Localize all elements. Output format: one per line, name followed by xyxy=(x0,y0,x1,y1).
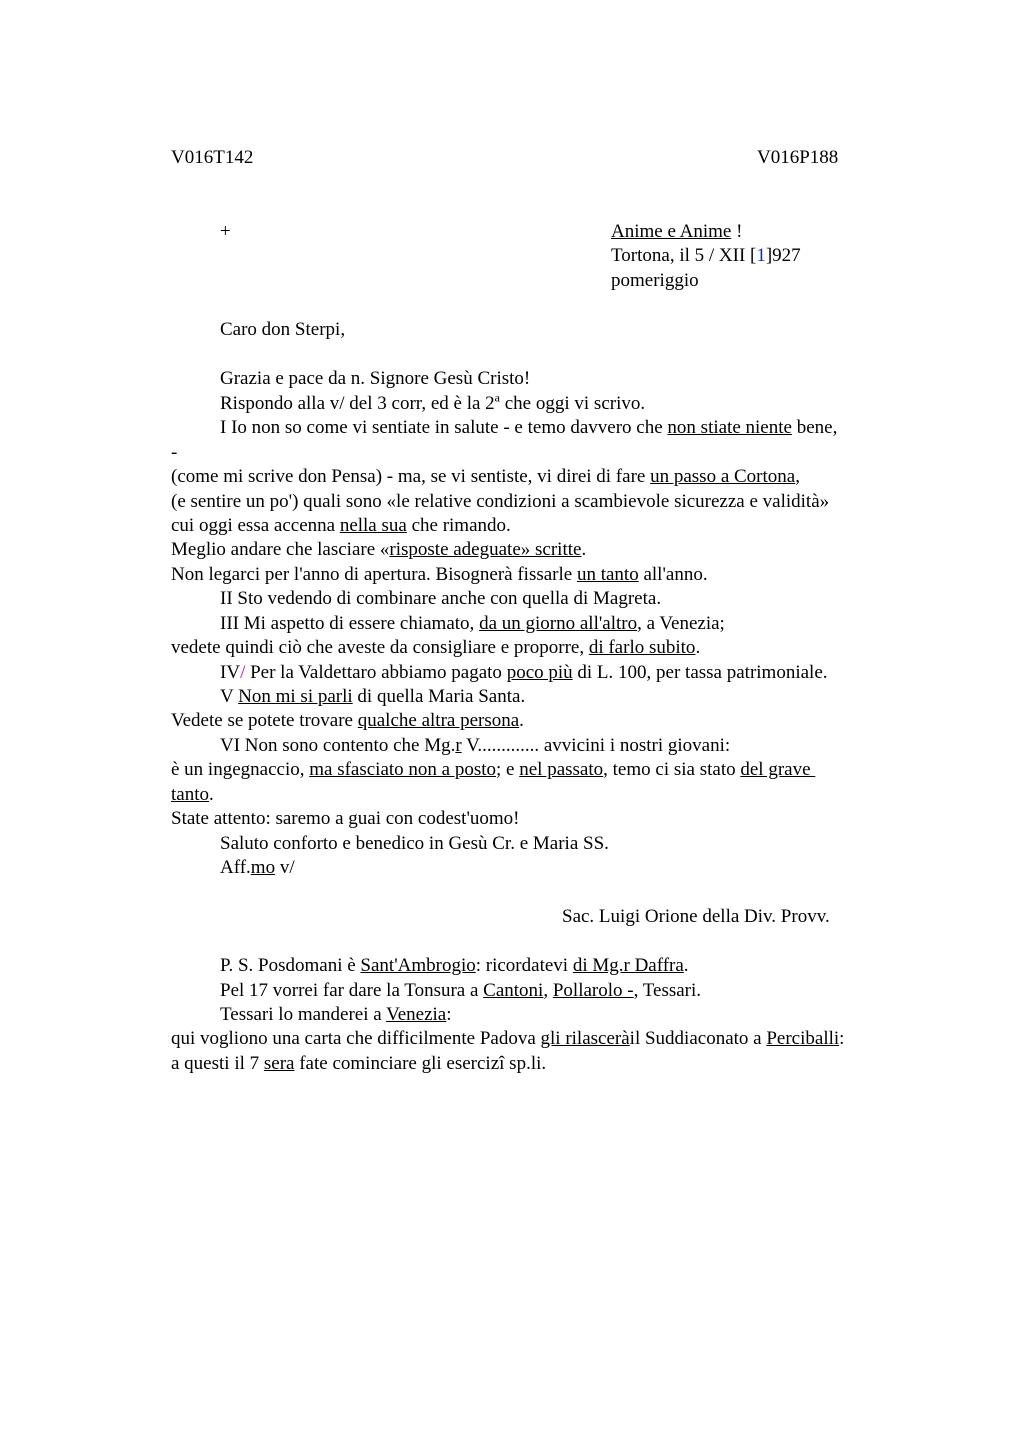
text: P. S. Posdomani è xyxy=(220,955,361,976)
body-line-3 xyxy=(220,416,837,440)
text: Non legarci per l'anno di apertura. Bisognerà fissarle xyxy=(171,564,577,585)
body-line-4: - xyxy=(171,442,178,463)
text: . xyxy=(581,539,587,560)
text: ; e xyxy=(496,759,520,780)
text: : xyxy=(839,1028,845,1049)
underlined-text: nel passato xyxy=(519,759,604,780)
text: Aff. xyxy=(220,857,251,878)
body-line-15 xyxy=(171,709,524,733)
body-line-7 xyxy=(171,514,511,538)
text: a questi il 7 xyxy=(171,1053,264,1074)
text: di L. 100, per tassa patrimoniale. xyxy=(572,662,828,683)
body-line-21 xyxy=(220,856,295,880)
underlined-text: Sant'Ambrogio xyxy=(360,955,476,976)
body-line-19: State attento: saremo a guai con codest'uomo! xyxy=(171,808,520,829)
text: sp.li. xyxy=(504,1053,547,1074)
text: Pel 17 vorrei far dare la Tonsura a xyxy=(220,980,484,1001)
place-date-bracket: 1 xyxy=(756,245,766,266)
text: è un ingegnaccio, xyxy=(171,759,310,780)
postscript-line-2 xyxy=(220,979,701,1003)
text: III Mi aspetto di essere chiamato, xyxy=(220,613,480,634)
underlined-text: Cantoni xyxy=(483,980,544,1001)
underlined-text: nella sua xyxy=(339,515,407,536)
place-date-b: ]927 xyxy=(765,245,801,266)
underlined-text: poco più xyxy=(506,662,573,683)
archive-code-right: V016P188 xyxy=(757,147,839,168)
text: all'anno. xyxy=(638,564,708,585)
body-line-1: Grazia e pace da n. Signore Gesù Cristo! xyxy=(220,368,531,389)
text: I Io non so come vi sentiate in salute - e temo davvero che xyxy=(220,417,668,438)
body-line-17 xyxy=(171,758,815,782)
postscript-line-3 xyxy=(220,1003,452,1027)
underlined-text: risposte adeguate» scritte xyxy=(389,539,582,560)
underlined-text: Non mi si parli xyxy=(238,686,353,707)
archive-code-left: V016T142 xyxy=(171,147,254,168)
editorial-slash: / xyxy=(240,662,246,683)
text: V............. avvicini i nostri giovani: xyxy=(461,735,731,756)
text: IV xyxy=(220,662,241,683)
text: , Tessari. xyxy=(633,980,702,1001)
text: . xyxy=(695,637,701,658)
text: , xyxy=(543,980,553,1001)
motto-underlined: Anime e Anime xyxy=(611,221,732,242)
body-line-5 xyxy=(171,465,800,489)
text: , a Venezia; xyxy=(637,613,725,634)
underlined-text: un passo a Cortona xyxy=(650,466,796,487)
underlined-text: del grave xyxy=(740,759,816,780)
underlined-text: Pollarolo - xyxy=(552,980,634,1001)
body-line-9 xyxy=(171,563,708,587)
text: , xyxy=(795,466,800,487)
body-line-16 xyxy=(220,734,730,758)
body-line-8 xyxy=(171,538,586,562)
text: : ricordatevi xyxy=(475,955,573,976)
underlined-text: r xyxy=(455,735,462,756)
text: VI Non sono contento che Mg. xyxy=(220,735,456,756)
underlined-text: ma sfasciato non a posto xyxy=(309,759,497,780)
text: Rispondo alla v/ del 3 corr, ed è la 2 xyxy=(220,393,495,414)
body-line-18 xyxy=(171,783,214,807)
text: Per la Valdettaro abbiamo pagato xyxy=(245,662,507,683)
underlined-text: di Mg.r Daffra xyxy=(572,955,684,976)
text: , temo ci sia stato xyxy=(603,759,741,780)
salutation: Caro don Sterpi, xyxy=(220,319,346,340)
text: il Suddiaconato a xyxy=(629,1028,767,1049)
underlined-text: tanto xyxy=(171,784,209,805)
underlined-text: non stiate niente xyxy=(667,417,792,438)
body-line-12 xyxy=(171,636,700,660)
text: Vedete se potete trovare xyxy=(171,710,358,731)
postscript-line-5 xyxy=(171,1052,546,1076)
text: (come mi scrive don Pensa) - ma, se vi sentiste, vi direi di fare xyxy=(171,466,651,487)
underlined-text: gli rilascerà xyxy=(540,1028,630,1049)
underlined-text: mo xyxy=(250,857,276,878)
underlined-text: da un giorno all'altro xyxy=(479,613,638,634)
signature: Sac. Luigi Orione della Div. Provv. xyxy=(562,906,830,927)
text: di quella Maria Santa. xyxy=(352,686,526,707)
text: che oggi vi scrivo. xyxy=(500,393,646,414)
postscript-line-1 xyxy=(220,954,689,978)
text: bene, xyxy=(791,417,838,438)
postscript-line-4 xyxy=(171,1027,844,1051)
text: cui oggi essa accenna xyxy=(171,515,340,536)
text: che rimando. xyxy=(406,515,511,536)
body-line-6: (e sentire un po') quali sono «le relative condizioni a scambievole sicurezza e validità» xyxy=(171,491,830,512)
underlined-text: di farlo subito xyxy=(588,637,696,658)
text: Meglio andare che lasciare « xyxy=(171,539,390,560)
underlined-text: Venezia xyxy=(386,1004,447,1025)
body-line-10: II Sto vedendo di combinare anche con quella di Magreta. xyxy=(220,588,662,609)
underlined-text: Perciballi xyxy=(766,1028,840,1049)
body-line-2 xyxy=(220,392,645,416)
motto-tail: ! xyxy=(731,221,743,242)
body-line-14 xyxy=(220,685,525,709)
text: V xyxy=(220,686,239,707)
superscript: a xyxy=(494,390,500,405)
underlined-text: qualche altra persona xyxy=(357,710,520,731)
body-line-20: Saluto conforto e benedico in Gesù Cr. e Maria SS. xyxy=(220,833,609,854)
text: . xyxy=(683,955,689,976)
body-line-11 xyxy=(220,612,725,636)
text: vedete quindi ciò che aveste da consigliare e proporre, xyxy=(171,637,589,658)
time-of-day: pomeriggio xyxy=(611,270,699,291)
text: fate cominciare gli esercizi xyxy=(294,1053,505,1074)
text: Tessari lo manderei a xyxy=(220,1004,387,1025)
text: qui vogliono una carta che difficilmente Padova xyxy=(171,1028,541,1049)
motto xyxy=(611,220,742,244)
place-date xyxy=(611,244,801,268)
underlined-text: un tanto xyxy=(576,564,639,585)
text: . xyxy=(519,710,524,731)
cross-mark: + xyxy=(220,221,231,242)
body-line-13 xyxy=(220,661,828,685)
text: : xyxy=(446,1004,452,1025)
underlined-text: sera xyxy=(263,1053,295,1074)
text: v/ xyxy=(275,857,295,878)
text: . xyxy=(209,784,214,805)
place-date-a: Tortona, il 5 / XII [ xyxy=(611,245,757,266)
